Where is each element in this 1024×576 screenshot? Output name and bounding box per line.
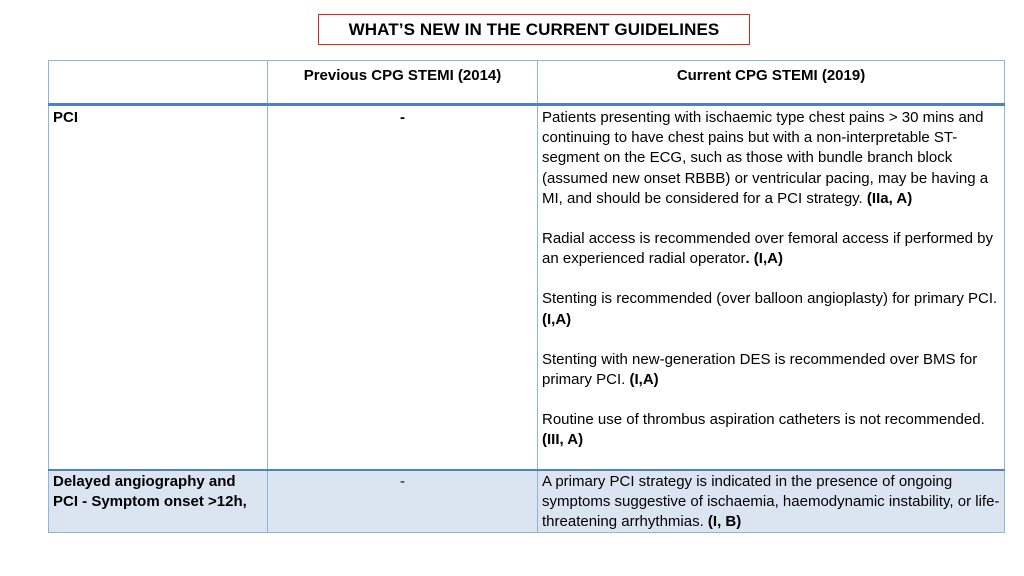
- current-cell: [538, 470, 1005, 533]
- evidence-grade: (III, A): [542, 431, 584, 449]
- current-cell: [538, 105, 1005, 470]
- evidence-grade: (I,A): [542, 310, 572, 328]
- guidelines-table: [48, 60, 1005, 533]
- evidence-grade: (I,A): [629, 371, 659, 389]
- table-header-row: [49, 61, 1005, 105]
- previous-cell: -: [268, 105, 538, 470]
- recommendation: [542, 229, 1000, 269]
- recommendation-text: Radial access is recommended over femoral access if performed by an experienced radial operator: [542, 230, 994, 268]
- recommendation: [542, 108, 1000, 209]
- row-label: Delayed angiography and PCI - Symptom onset >12h,: [49, 470, 268, 533]
- row-label: PCI: [49, 105, 268, 470]
- table-row-pci: [49, 105, 1005, 470]
- header-current: Current CPG STEMI (2019): [538, 61, 1005, 105]
- header-previous: Previous CPG STEMI (2014): [268, 61, 538, 105]
- table-row-delayed: [49, 470, 1005, 533]
- recommendation: [542, 289, 1000, 329]
- recommendation-text: A primary PCI strategy is indicated in the presence of ongoing symptoms suggestive of ischaemia, haemodynamic instability, or life-threatening arrhythmias.: [542, 472, 1000, 530]
- page-title: WHAT’S NEW IN THE CURRENT GUIDELINES: [318, 14, 750, 45]
- previous-cell: -: [268, 470, 538, 533]
- evidence-grade: (IIa, A): [866, 189, 913, 207]
- recommendation-text: Patients presenting with ischaemic type chest pains > 30 mins and continuing to have chest pains but with a non-interpretable ST-segment on the ECG, such as those with bundle branch block (assumed new onset RBBB) or ventricular pacing, may be having a MI, and should be considered for a PCI strategy.: [542, 109, 989, 207]
- recommendation: [542, 410, 1000, 450]
- recommendation: [542, 472, 1000, 533]
- recommendation-text: Routine use of thrombus aspiration catheters is not recommended.: [542, 411, 985, 429]
- header-empty: [49, 61, 268, 105]
- recommendation-text: Stenting is recommended (over balloon angioplasty) for primary PCI.: [542, 290, 998, 308]
- evidence-grade: . (I,A): [745, 250, 783, 268]
- evidence-grade: (I, B): [707, 512, 742, 530]
- recommendation: [542, 350, 1000, 390]
- recommendation-text: Stenting with new-generation DES is recommended over BMS for primary PCI.: [542, 350, 978, 389]
